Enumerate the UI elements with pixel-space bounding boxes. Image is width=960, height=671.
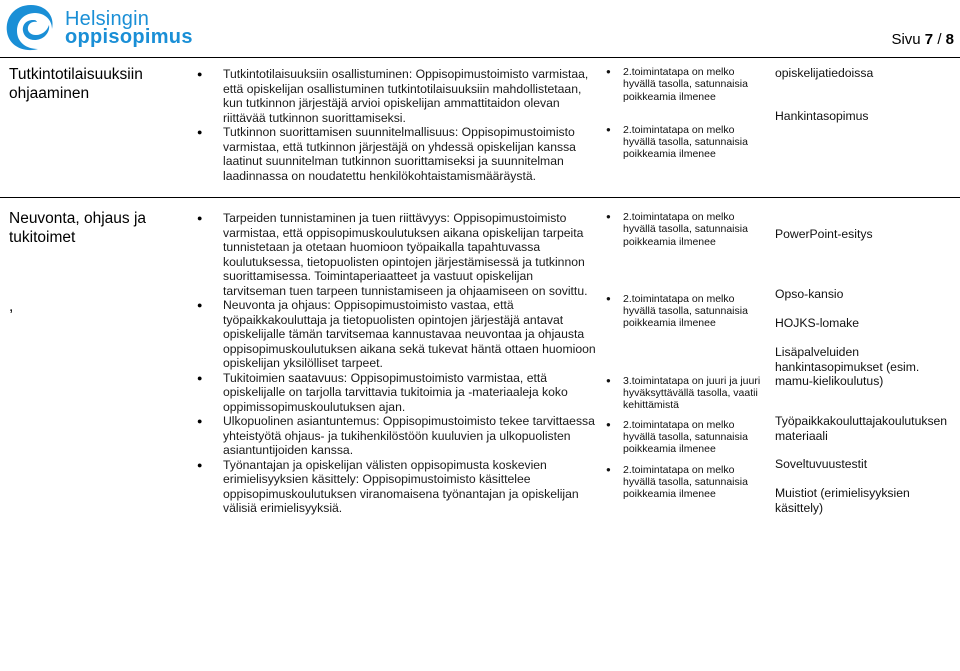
item-heading: Tutkintotilaisuuksiin osallistuminen: — [223, 67, 413, 81]
item-text: Oppisopimustoimisto käsittelee oppisopimuskoulutuksen viranomaisena työnantajan ja opiskelijan välisiä erimielisyyksiä. — [223, 472, 579, 515]
evidence-item: Opso-kansio — [775, 287, 844, 301]
evidence-item: Työpaikkakouluttajakoulutuksen materiaali — [775, 414, 948, 443]
row2-criteria-list — [197, 211, 597, 516]
row1-criteria-list — [197, 67, 597, 183]
item-heading: Tutkinnon suorittamisen suunnitelmallisuus: — [223, 125, 459, 139]
table-top-rule — [0, 57, 960, 58]
evidence-item: PowerPoint-esitys — [775, 227, 873, 241]
list-item — [197, 211, 597, 298]
row1-title: Tutkintotilaisuuksiin ohjaaminen — [9, 66, 143, 102]
item-heading: Tukitoimien saatavuus: — [223, 370, 348, 385]
list-item: ● 2.toimintatapa on melko hyvällä tasolla, satunnaisia poikkeamia ilmenee — [606, 66, 766, 103]
row2-mode-list — [606, 211, 766, 500]
row1-mode-list — [606, 66, 766, 161]
item-text: Oppisopimustoimisto vastaa, että työpaikkakouluttaja ja tietopuolisten opintojen järjestäjä antavat opiskelijalle tämän tarvitsemaa kannustavaa neuvontaa ja ohjausta oppisopimuskoulutuksen aikana sekä tukevat häntä ottaen huomioon opiskelijan yksilölliset tarpeet. — [223, 298, 596, 370]
table-row-divider — [0, 197, 960, 198]
page-total: 8 — [945, 31, 954, 48]
evidence-item: opiskelijatiedoissa — [775, 66, 874, 80]
list-item: ● 2.toimintatapa on melko hyvällä tasolla, satunnaisia poikkeamia ilmenee — [606, 464, 766, 501]
evidence-item: Soveltuvuustestit — [775, 457, 868, 471]
item-heading: Ulkopuolinen asiantuntemus: — [223, 414, 380, 428]
evidence-item: Muistiot (erimielisyyksien käsittely) — [775, 486, 910, 515]
page-number — [891, 31, 954, 48]
item-text: Oppisopimustoimisto tekee tarvittaessa yhteistyötä ohjaus- ja tukihenkilöstöön kuuluvien ja ulkopuolisten asiantuntijoiden kanssa. — [223, 414, 595, 457]
list-item — [197, 125, 597, 183]
page-current: 7 — [924, 31, 934, 48]
item-text: Oppisopimustoimisto varmistaa, että tutkinnon järjestäjä on yhdessä opiskelijan kanssa laatinut suunnitelman tutkinnon suorittamiseksi ja suunnitelman laadinnassa on noudatettu henkilökohtaistamismääräystä. — [223, 125, 576, 183]
list-item: ● 2.toimintatapa on melko hyvällä tasolla, satunnaisia poikkeamia ilmenee — [606, 211, 766, 248]
list-item: ● 2.toimintatapa on melko hyvällä tasolla, satunnaisia poikkeamia ilmenee — [606, 293, 766, 330]
logo-text-helsingin: Helsingin — [65, 8, 150, 30]
list-item — [197, 458, 597, 516]
helsingin-oppisopimus-logo — [2, 2, 202, 54]
evidence-item: HOJKS-lomake — [775, 316, 859, 330]
row2-title: Neuvonta, ohjaus ja tukitoimet — [9, 210, 147, 246]
item-heading: Tarpeiden tunnistaminen ja tuen riittävyys: — [223, 211, 450, 225]
list-item: ● 2.toimintatapa on melko hyvällä tasolla, satunnaisia poikkeamia ilmenee — [606, 124, 766, 161]
item-heading: Neuvonta ja ohjaus: — [223, 298, 331, 312]
stray-comma: , — [9, 298, 14, 315]
list-item: ● 2.toimintatapa on melko hyvällä tasolla, satunnaisia poikkeamia ilmenee — [606, 419, 766, 456]
list-item — [197, 298, 597, 371]
logo-text-oppisopimus: oppisopimus — [65, 26, 193, 48]
evidence-item: Hankintasopimus — [775, 109, 869, 123]
list-item — [197, 414, 597, 458]
logo-swirl-icon — [2, 2, 60, 54]
list-item — [197, 371, 597, 415]
item-text: Oppisopimustoimisto varmistaa, että opiskelijan osallistuminen tutkintotilaisuuksiin mahdollistetaan, kun tutkinnon järjestäjä arvioi opiskelijan ammattitaidon olevan riittävää tutkinnon suorittamiseksi. — [223, 67, 589, 125]
page-separator: / — [937, 31, 942, 48]
item-text: Oppisopimustoimisto varmistaa, että oppisopimuskoulutuksen aikana opiskelijan tarpeita tunnistetaan ja otetaan huomioon työpaikalla tapahtuvassa koulutuksessa, tietopuolisten opintojen järjestämisessä ja tutkinnon suorittamisessa. Toimintaperiaatteet ja vastuut opiskelijan tarvitseman tuen tarpeen tunnistamiseen ja ohjaamiseen on sovittu. — [223, 211, 588, 298]
item-heading: Työnantajan ja opiskelijan välisten oppisopimusta koskevien erimielisyyksien käsittely: — [223, 457, 547, 486]
item-text: Oppisopimustoimisto varmistaa, että opiskelijalle on tarjolla tarvittavia tukitoimia ja -materiaaleja koko oppimissopimuskoulutuksen ajan. — [223, 370, 568, 414]
list-item — [197, 67, 597, 125]
list-item: ● 3.toimintatapa on juuri ja juuri hyväksyttävällä tasolla, vaatii kehittämistä — [606, 375, 766, 412]
page-label: Sivu — [891, 31, 921, 48]
evidence-item: Lisäpalveluiden hankintasopimukset (esim. mamu-kielikoulutus) — [775, 345, 920, 388]
